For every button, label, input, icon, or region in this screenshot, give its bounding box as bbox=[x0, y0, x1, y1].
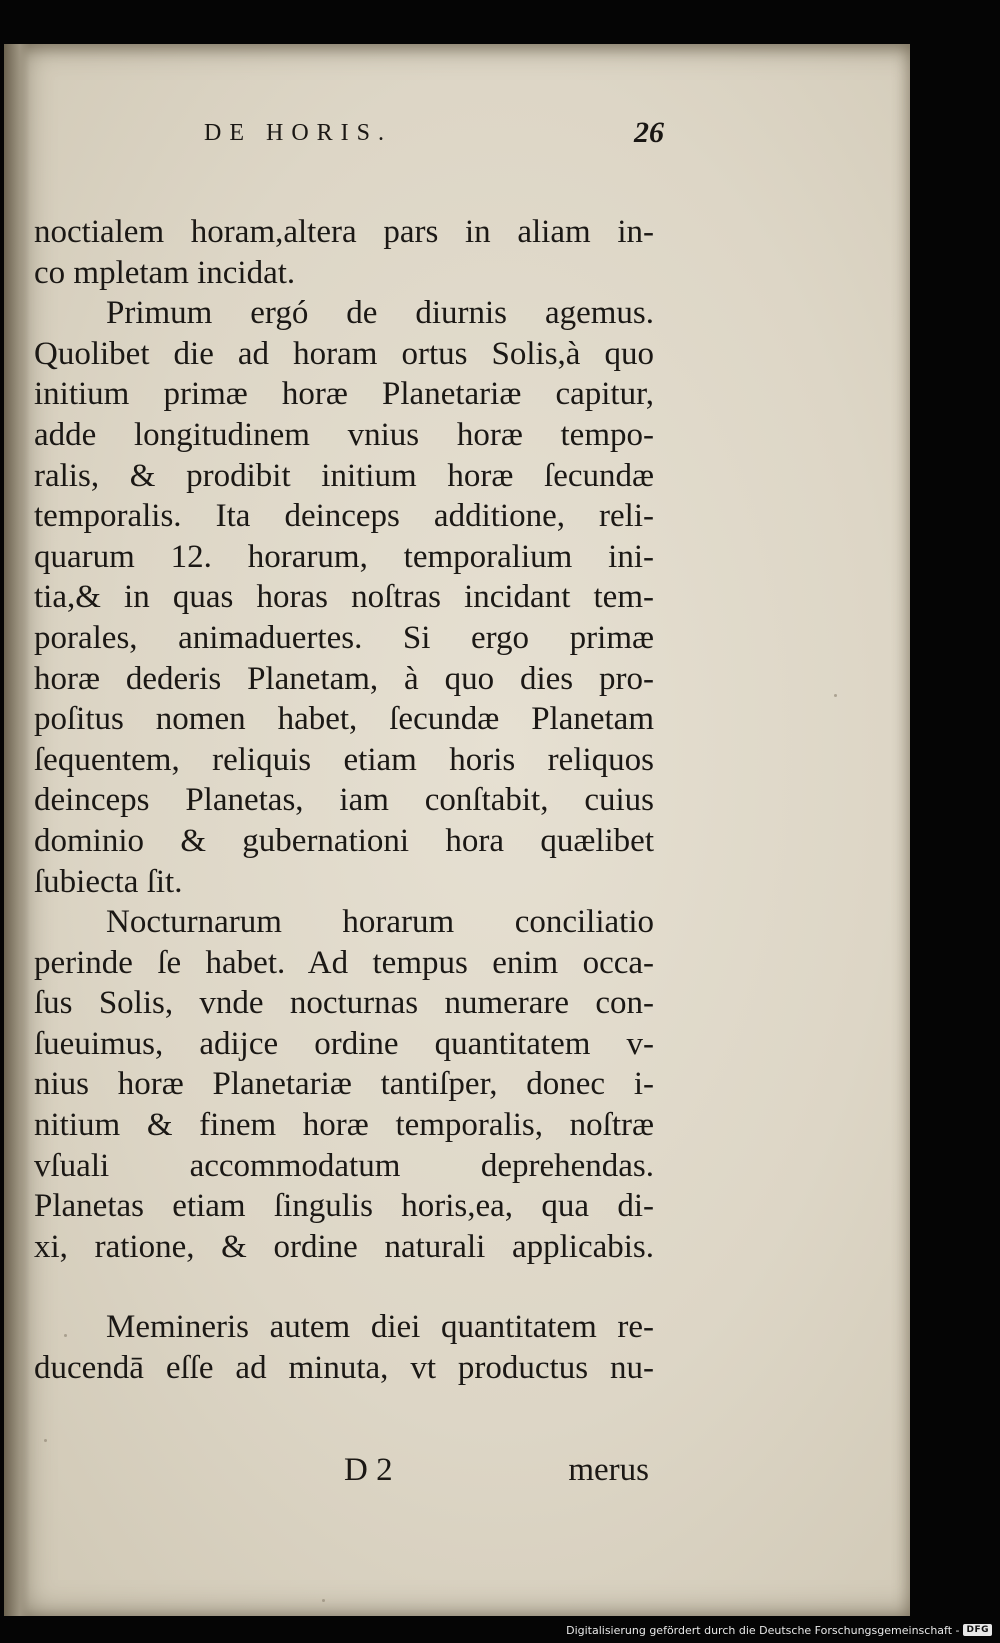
text-line: perinde ſe habet. Ad tempus enim occa- bbox=[34, 944, 654, 981]
credit-text: Digitalisierung gefördert durch die Deutsche Forschungsgemeinschaft - bbox=[566, 1623, 960, 1637]
dfg-logo: DFG bbox=[963, 1624, 992, 1636]
text-line: adde longitudinem vnius horæ tempo- bbox=[34, 416, 654, 453]
text-line: quarum 12. horarum, temporalium ini- bbox=[34, 538, 654, 575]
text-line: deinceps Planetas, iam conſtabit, cuius bbox=[34, 782, 654, 819]
text-line: ſubiecta ſit. bbox=[34, 863, 183, 900]
signature-row bbox=[344, 1452, 649, 1492]
text-line: dominio & gubernationi hora quælibet bbox=[34, 822, 654, 859]
text-line: Nocturnarum horarum conciliatio bbox=[106, 904, 654, 941]
text-line: horæ dederis Planetam, à quo dies pro- bbox=[34, 660, 654, 697]
book-page bbox=[4, 44, 910, 1616]
text-line: noctialem horam,altera pars in aliam in- bbox=[34, 214, 654, 250]
body-text bbox=[34, 212, 654, 1389]
text-line: poſitus nomen habet, ſecundæ Planetam bbox=[34, 701, 654, 738]
text-line: ſequentem, reliquis etiam horis reliquos bbox=[34, 741, 654, 778]
text-line: Quolibet die ad horam ortus Solis,à quo bbox=[34, 335, 654, 372]
catchword: merus bbox=[568, 1452, 649, 1488]
text-line: nius horæ Planetariæ tantiſper, donec i- bbox=[34, 1066, 654, 1103]
text-line: Memineris autem diei quantitatem re- bbox=[106, 1309, 654, 1346]
page-number: 26 bbox=[634, 116, 664, 149]
text-line: Planetas etiam ſingulis horis,ea, qua di- bbox=[34, 1188, 654, 1225]
digitization-credit bbox=[566, 1621, 992, 1639]
text-line: temporalis. Ita deinceps additione, reli- bbox=[34, 498, 654, 535]
text-line: ralis, & prodibit initium horæ ſecundæ bbox=[34, 457, 654, 494]
text-line: ſueuimus, adijce ordine quantitatem v- bbox=[34, 1025, 654, 1062]
text-line: xi, ratione, & ordine naturali applicabis. bbox=[34, 1228, 654, 1265]
signature-mark: D 2 bbox=[344, 1452, 393, 1488]
running-head bbox=[204, 116, 664, 160]
text-line: initium primæ horæ Planetariæ capitur, bbox=[34, 376, 654, 413]
text-line: co mpletam incidat. bbox=[34, 254, 296, 291]
text-line: nitium & finem horæ temporalis, noſtræ bbox=[34, 1107, 654, 1144]
paragraph-gap bbox=[34, 1267, 654, 1307]
running-head-title: DE HORIS. bbox=[204, 120, 393, 146]
page-gutter-shadow bbox=[4, 44, 30, 1616]
text-line: tia,& in quas horas noſtras incidant tem- bbox=[34, 579, 654, 616]
text-line: porales, animaduertes. Si ergo primæ bbox=[34, 619, 654, 656]
text-line: ducendā eſſe ad minuta, vt productus nu- bbox=[34, 1350, 654, 1387]
text-line: ſus Solis, vnde nocturnas numerare con- bbox=[34, 985, 654, 1022]
text-line: Primum ergó de diurnis agemus. bbox=[106, 295, 654, 332]
text-line: vſuali accommodatum deprehendas. bbox=[34, 1147, 654, 1184]
